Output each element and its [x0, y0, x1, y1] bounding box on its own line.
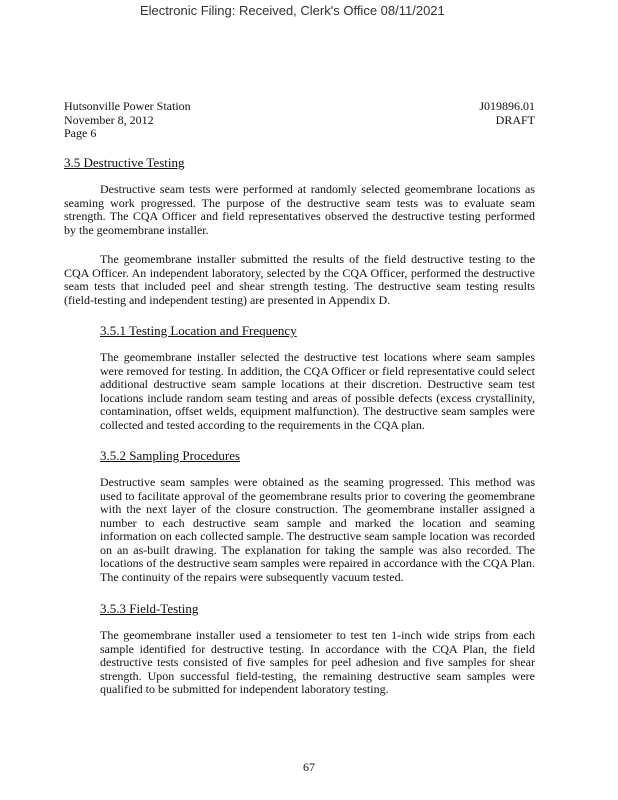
- subsection-paragraph-testing-location: The geomembrane installer selected the destructive test locations where seam samples were removed for testing. In addition, the CQA Officer or field representative could select additional destructive seam sample locations at their discretion. Destructive seam test locations include random seam testing and areas of possible defects (excess crystallinity, contamination, offset welds, equipment malfunction). The destructive seam samples were collected and tested according to the requirements in the CQA plan.: [100, 350, 535, 432]
- header-date: November 8, 2012: [64, 112, 154, 127]
- section-paragraph-1: Destructive seam tests were performed at randomly selected geomembrane locations as seaming work progressed. The purpose of the destructive seam tests was to evaluate seam strength. The CQA Officer and field representatives observed the destructive testing performed by the geomembrane installer.: [64, 182, 535, 237]
- subsection-paragraph-sampling-procedures: Destructive seam samples were obtained as the seaming progressed. This method was used to facilitate approval of the geomembrane results prior to covering the geomembrane with the next layer of the closure construction. The geomembrane installer assigned a number to each destructive seam sample and marked the location and seaming information on each collected sample. The destructive seam sample location was recorded on an as-built drawing. The explanation for taking the sample was also recorded. The locations of the destructive seam samples were repaired in accordance with the CQA Plan. The continuity of the repairs were subsequently vacuum tested.: [100, 475, 535, 584]
- subsection-title-field-testing: 3.5.3 Field-Testing: [100, 601, 199, 616]
- subsection-title-testing-location: 3.5.1 Testing Location and Frequency: [100, 323, 297, 338]
- page-number: 67: [303, 760, 315, 774]
- section-title: 3.5 Destructive Testing: [64, 155, 185, 170]
- section-paragraph-2: The geomembrane installer submitted the results of the field destructive testing to the CQA Officer. An independent laboratory, selected by the CQA Officer, performed the destructive seam tests that included peel and shear strength testing. The destructive seam testing results (field-testing and independent testing) are presented in Appendix D.: [64, 252, 535, 307]
- header-status: DRAFT: [495, 112, 535, 127]
- header-project-number: J019896.01: [479, 99, 535, 113]
- filing-stamp: Electronic Filing: Received, Clerk's Office 08/11/2021: [140, 3, 445, 18]
- header-right: [479, 100, 535, 127]
- subsection-paragraph-field-testing: The geomembrane installer used a tensiometer to test ten 1-inch wide strips from each sample identified for destructive testing. In accordance with the CQA Plan, the field destructive tests consisted of five samples for peel adhesion and five samples for shear strength. Upon successful field-testing, the remaining destructive seam samples were qualified to be submitted for independent laboratory testing.: [100, 628, 535, 696]
- header-company: Hutsonville Power Station: [64, 99, 191, 113]
- header-page: Page 6: [64, 126, 97, 140]
- header-left: [64, 100, 191, 141]
- subsection-title-sampling-procedures: 3.5.2 Sampling Procedures: [100, 448, 241, 463]
